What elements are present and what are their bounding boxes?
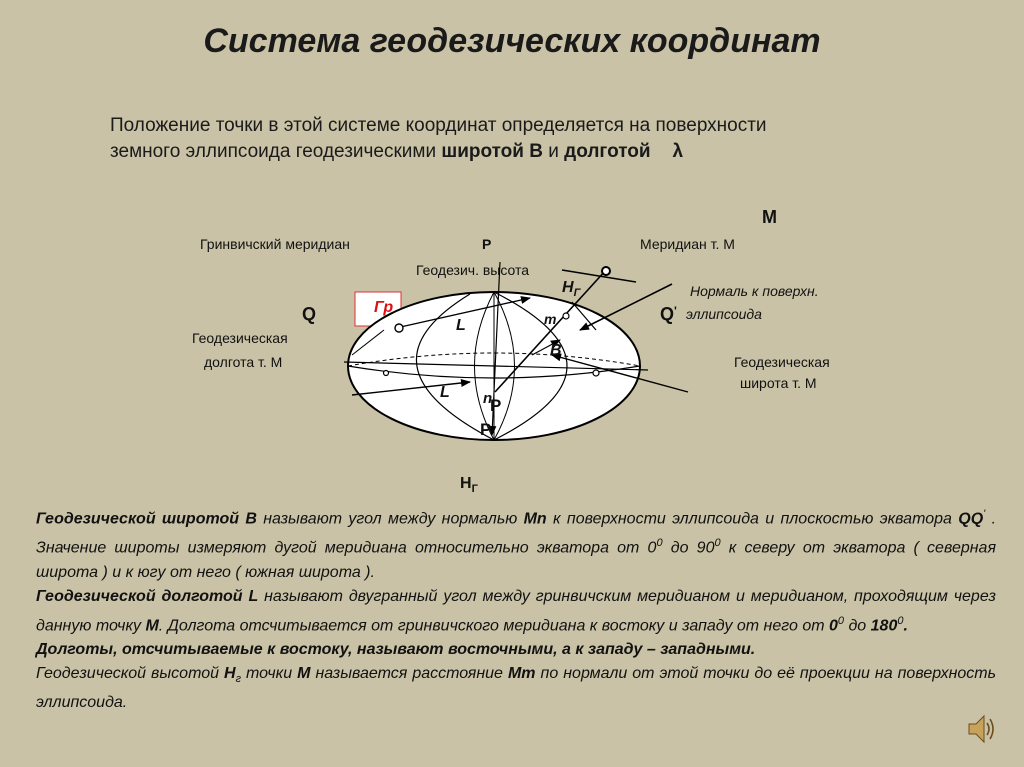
label-geod-long-2: долгота т. М bbox=[204, 354, 283, 370]
label-normal-2: эллипсоида bbox=[686, 306, 762, 322]
p2-m: М bbox=[145, 616, 159, 634]
label-meridian-m: Меридиан т. М bbox=[640, 236, 735, 252]
point-M bbox=[602, 267, 610, 275]
label-greenwich: Гринвичский меридиан bbox=[200, 236, 350, 252]
p2-c: до bbox=[844, 616, 871, 634]
intro-latitude: широтой В bbox=[441, 141, 543, 162]
definition-latitude bbox=[36, 502, 996, 585]
p1-ninety: 90 bbox=[696, 539, 715, 557]
p1-qq: QQ bbox=[958, 510, 984, 528]
label-geod-height: Геодезич. высота bbox=[416, 262, 530, 278]
p2-end: . bbox=[903, 616, 908, 634]
intro-line-2-start: земного эллипсоида геодезическими bbox=[110, 141, 442, 162]
p2-a: называют двугранный угол между гринвичским меридианом и меридианом, проходящим через данную точку bbox=[36, 587, 996, 634]
label-M: M bbox=[762, 207, 777, 227]
point-m-small bbox=[563, 313, 569, 319]
p1-e: к северу от экватора ( северная широта ) и к югу от него ( южная широта ). bbox=[36, 539, 996, 581]
label-l-lower: L bbox=[440, 384, 450, 401]
p4-c: называется расстояние bbox=[310, 664, 508, 682]
p2-zero: 0 bbox=[828, 616, 838, 634]
label-geod-long-1: Геодезическая bbox=[192, 330, 288, 346]
p1-d: до bbox=[662, 539, 697, 557]
point-gr bbox=[395, 324, 403, 332]
label-q-prime bbox=[660, 304, 677, 325]
p2-180: 180 bbox=[870, 616, 898, 634]
p1-qq-mark: ' bbox=[983, 508, 986, 520]
definition-height bbox=[36, 662, 996, 715]
p1-b: к поверхности эллипсоида и плоскостью экватора bbox=[546, 510, 959, 528]
label-geod-lat-2: широта т. М bbox=[740, 375, 817, 391]
label-normal-1: Нормаль к поверхн. bbox=[690, 283, 819, 299]
p4-a: Геодезической высотой bbox=[36, 664, 225, 682]
p1-a: называют угол между нормалью bbox=[256, 510, 524, 528]
term-longitude: Геодезической долготой L bbox=[36, 587, 259, 605]
point-equator-left bbox=[384, 371, 389, 376]
intro-lambda: λ bbox=[672, 141, 684, 162]
p4-h: Н bbox=[224, 664, 236, 682]
p1-c: . Значение широты измеряют дугой меридиана относительно экватора от bbox=[36, 510, 997, 557]
term-latitude: Геодезической широтой В bbox=[36, 510, 257, 528]
p1-zero: 0 bbox=[647, 539, 657, 557]
p1-mn: Мn bbox=[523, 510, 547, 528]
definition-east-west bbox=[36, 638, 996, 662]
label-hg-bottom-sub: Г bbox=[471, 483, 478, 496]
label-n: n bbox=[483, 390, 493, 407]
label-hg-sub: Г bbox=[573, 287, 581, 300]
slide-title: Система геодезических координат bbox=[203, 22, 821, 60]
speaker-icon[interactable] bbox=[966, 712, 996, 746]
label-q-prime-letter: Q bbox=[660, 304, 675, 324]
label-q-prime-mark: ' bbox=[674, 304, 677, 318]
p4-mm: Мm bbox=[507, 664, 536, 682]
intro-longitude: долготой bbox=[564, 141, 651, 162]
label-l-upper: L bbox=[456, 317, 466, 334]
label-p-top: P bbox=[482, 236, 492, 252]
label-q: Q bbox=[302, 304, 317, 324]
label-geod-lat-1: Геодезическая bbox=[734, 354, 830, 370]
p4-d: по нормали от этой точки до её проекции на поверхность эллипсоида. bbox=[36, 664, 997, 712]
p1-deg1: 0 bbox=[656, 537, 663, 550]
label-hg bbox=[562, 279, 580, 299]
label-hg-main: Н bbox=[562, 279, 574, 296]
intro-line-1: Положение точки в этой системе координат определяется на поверхности bbox=[110, 115, 767, 136]
p4-m: М bbox=[297, 664, 311, 682]
label-b: B bbox=[550, 342, 562, 359]
label-hg-bottom bbox=[460, 475, 478, 495]
definitions-text bbox=[36, 502, 996, 715]
intro-and: и bbox=[542, 141, 565, 162]
p4-b: точки bbox=[241, 664, 298, 682]
label-p-mid: P bbox=[490, 396, 502, 415]
p2-deg1: 0 bbox=[837, 614, 845, 627]
label-gr: Гр bbox=[374, 299, 394, 316]
p3-text: Долготы, отсчитываемые к востоку, называют восточными, а к западу – западными. bbox=[36, 640, 756, 658]
label-p-bottom: P bbox=[480, 420, 492, 439]
label-m-lower: m bbox=[544, 311, 557, 327]
normal-pointer bbox=[580, 284, 675, 330]
p2-deg2: 0 bbox=[897, 614, 904, 627]
definition-longitude bbox=[36, 585, 996, 638]
p4-hsub: г bbox=[235, 673, 242, 686]
label-hg-bottom-main: Н bbox=[460, 475, 472, 492]
p2-b: . Долгота отсчитывается от гринвичского меридиана к востоку и западу от него от bbox=[158, 616, 829, 634]
point-equator-right bbox=[593, 370, 599, 376]
p1-deg2: 0 bbox=[714, 537, 721, 550]
